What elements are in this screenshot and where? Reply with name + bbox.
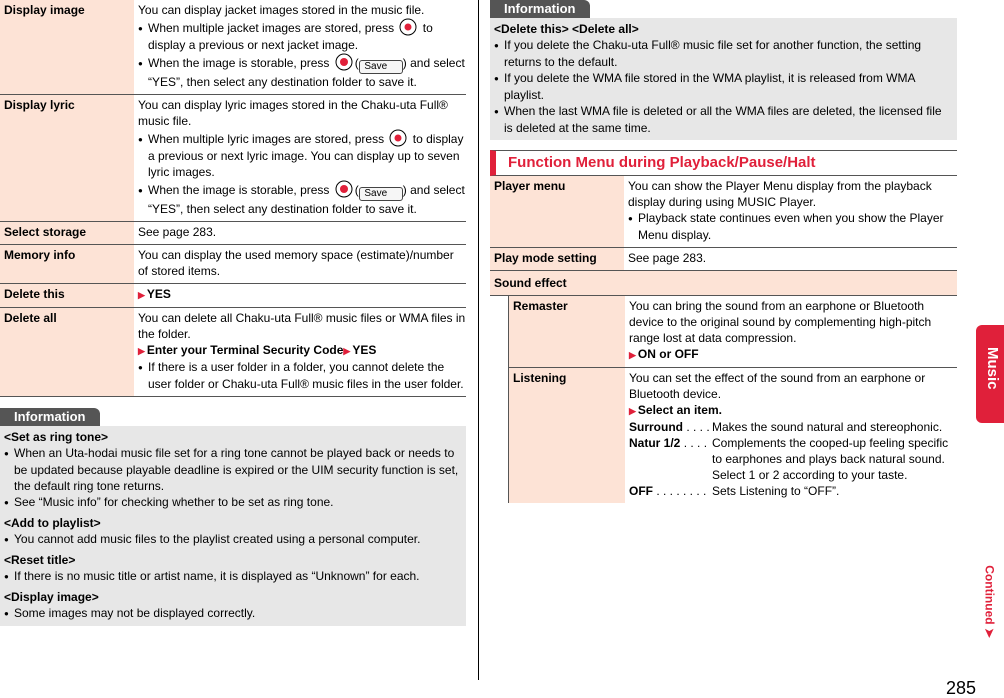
center-key-icon [335, 53, 353, 71]
row-label: Player menu [490, 176, 624, 247]
row-label: Display image [0, 0, 134, 94]
row-label: Delete this [0, 284, 134, 307]
table-row: Player menu You can show the Player Menu display from the playback display during using MUSIC Player. ● Playback state continues even when you show the Player Menu display. [490, 176, 957, 248]
section-title: Function Menu during Playback/Pause/Halt [490, 150, 957, 176]
center-key-icon [335, 180, 353, 198]
row-label: Delete all [0, 308, 134, 396]
table-row: Memory info You can display the used memory space (estimate)/number of stored items. [0, 245, 466, 284]
list-item: Natur 1/2 . . . . Complements the cooped-up feeling specific to earphones and plays back natural sound. Select 1 or 2 according to your taste. [629, 436, 949, 482]
table-row: Display lyric You can display lyric images stored in the Chaku-uta Full® music file. ● When multiple lyric images are stored, press to display a previous or next lyric image. You can display up to seven lyric images. ● When the image is storable, press ( Save ) and select “YES”, then select any destination folder to save it. [0, 95, 466, 222]
row-label: Remaster [509, 296, 625, 367]
multi-key-icon [399, 18, 417, 36]
list-item: OFF . . . . . . . . Sets Listening to “OFF”. [629, 484, 840, 498]
row-label: Display lyric [0, 95, 134, 221]
column-divider [478, 0, 479, 680]
row-label: Memory info [0, 245, 134, 283]
multi-key-icon [389, 129, 407, 147]
arrow-icon: ➤ [983, 627, 997, 638]
info-panel-right: Information <Delete this> <Delete all> ● If you delete the Chaku-uta Full® music file set for another function, the setting returns to the default. ● If you delete the WMA file stored in the WMA playlist, it is released from WMA playlist. ● When the last WMA file is deleted or all the WMA files are deleted, the licensed file is deleted at the same time. [490, 0, 957, 140]
list-item: Surround . . . . Makes the sound natural and stereophonic. [629, 420, 943, 434]
table-row: Remaster You can bring the sound from an earphone or Bluetooth device to the original sound by complementing high-pitch range lost at data compression. ▶ ON or OFF [508, 296, 957, 368]
info-label: Information [490, 0, 590, 18]
table-row: Display image You can display jacket images stored in the music file. ● When multiple jacket images are stored, press to display a previous or next jacket image. ● When the image is storable, press ( Save ) and select “YES”, then select any destination folder to save it. [0, 0, 466, 95]
sound-effect-header: Sound effect [490, 271, 957, 296]
table-row: Play mode setting See page 283. [490, 248, 957, 271]
row-label: Listening [509, 368, 625, 503]
table-row: Delete this ▶ YES [0, 284, 466, 308]
table-row: Listening You can set the effect of the sound from an earphone or Bluetooth device. ▶ Select an item. Surround . . . . Makes the sound natural and stereophonic. Natur 1/2 . . . . Complements the cooped-up feeling specific to earphones and plays back natural sound. Select 1 or 2 according to your taste. OFF . . . . . . . . Sets Listening to “OFF”. [508, 368, 957, 503]
save-key-icon: Save [359, 187, 403, 201]
info-panel-left: Information <Set as ring tone> ● When an Uta-hodai music file set for a ring tone cannot be played back or needs to be updated because playable deadline is expired or the UIM security function is set, the default ring tone returns. ● See “Music info” for checking whether to be set as ring tone. <Add to playlist> ● You cannot add music files to the playlist created using a personal computer. <Reset title> ● If there is no music title or artist name, it is displayed as “Unknown” for each. <Display image> ● Some images may not be displayed correctly. [0, 408, 466, 626]
table-row: Delete all You can delete all Chaku-uta Full® music files or WMA files in the folder. ▶ Enter your Terminal Security Code▶ YES ● If there is a user folder in a folder, you cannot delete the user folder or Chaku-uta Full® music files in the user folder. [0, 308, 466, 397]
middle-column [490, 0, 957, 503]
row-label: Play mode setting [490, 248, 624, 270]
left-column [0, 0, 466, 626]
page-number: 285 [945, 678, 976, 698]
info-label: Information [0, 408, 100, 426]
table-row: Select storage See page 283. [0, 222, 466, 245]
save-key-icon: Save [359, 60, 403, 74]
row-label: Select storage [0, 222, 134, 244]
continued-label: Continued ➤ [983, 565, 997, 638]
chapter-tab: Music [976, 325, 1004, 423]
